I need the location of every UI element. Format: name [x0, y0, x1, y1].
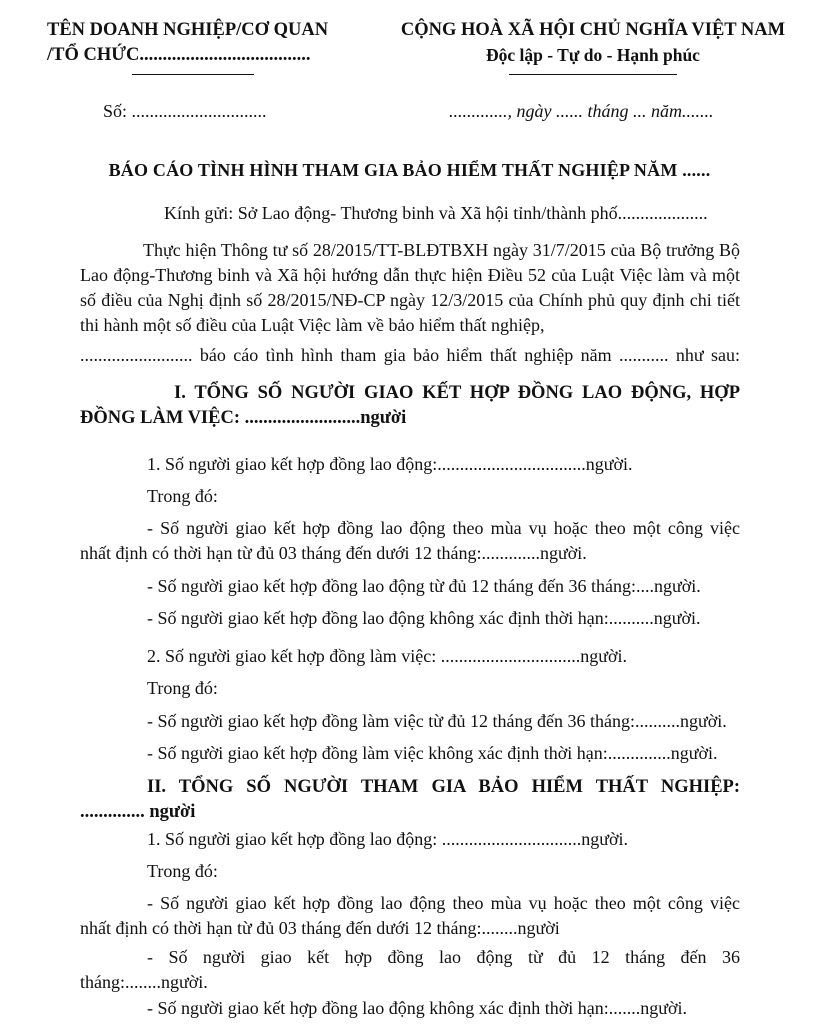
section-1-item-1a-line1: - Số người giao kết hợp đồng lao động theo mùa vụ hoặc theo một công việc: [147, 518, 740, 538]
organization-name: TÊN DOANH NGHIỆP/CƠ QUAN: [47, 20, 329, 40]
organization-underline: [132, 74, 254, 75]
section-2-heading: [80, 775, 740, 825]
section-2-heading-line1: II. TỔNG SỐ NGƯỜI THAM GIA BẢO HIỂM THẤT NGHIỆP:: [147, 777, 740, 797]
section-1-item-2a: - Số người giao kết hợp đồng làm việc từ đủ 12 tháng đến 36 tháng:..........người.: [147, 711, 727, 731]
organization-block: [47, 18, 347, 68]
section-1-heading-line1: I. TỔNG SỐ NGƯỜI GIAO KẾT HỢP ĐỒNG LAO ĐỘNG, HỢP: [174, 383, 740, 403]
intro-last-line: ......................... báo cáo tình hình tham gia bảo hiểm thất nghiệp năm ........... như sau:: [80, 345, 740, 365]
section-2-item-1a-line2: nhất định có thời hạn từ đủ 03 tháng đến dưới 12 tháng:........người: [80, 918, 560, 938]
section-2-item-1c: - Số người giao kết hợp đồng lao động không xác định thời hạn:.......người.: [147, 998, 688, 1018]
section-1-item-2: 2. Số người giao kết hợp đồng làm việc: ...............................người.: [147, 646, 628, 666]
organization-name-continued: /TỔ CHỨC.....................................: [47, 45, 311, 65]
national-header: [383, 18, 803, 68]
country-name: CỘNG HOÀ XÃ HỘI CHỦ NGHĨA VIỆT NAM: [400, 20, 786, 40]
section-2-item-1: 1. Số người giao kết hợp đồng lao động: ...............................người.: [147, 829, 629, 849]
section-1-in-which-1: Trong đó:: [147, 486, 218, 506]
section-2-item-1b-line1: - Số người giao kết hợp đồng lao động từ đủ 12 tháng đến 36: [147, 947, 740, 967]
national-motto: Độc lập - Tự do - Hạnh phúc: [486, 45, 700, 65]
recipient-line: Kính gửi: Sở Lao động- Thương binh và Xã hội tỉnh/thành phố....................: [164, 203, 708, 223]
section-2-in-which: Trong đó:: [147, 861, 218, 881]
section-1-item-1: 1. Số người giao kết hợp đồng lao động:.................................người.: [147, 454, 633, 474]
document-number: Số: ..............................: [103, 101, 267, 121]
section-1-heading: [80, 381, 740, 431]
section-1-item-2b: - Số người giao kết hợp đồng làm việc không xác định thời hạn:..............người.: [147, 743, 718, 763]
section-1-item-1b: - Số người giao kết hợp đồng lao động từ đủ 12 tháng đến 36 tháng:....người.: [147, 576, 701, 596]
motto-underline: [509, 74, 677, 75]
section-2-item-1a-line1: - Số người giao kết hợp đồng lao động theo mùa vụ hoặc theo một công việc: [147, 893, 740, 913]
section-1-in-which-2: Trong đó:: [147, 678, 218, 698]
section-2-item-1b-line2: tháng:........người.: [80, 972, 208, 992]
document-title: BÁO CÁO TÌNH HÌNH THAM GIA BẢO HIỂM THẤT NGHIỆP NĂM ......: [108, 160, 711, 180]
section-1-heading-line2: ĐỒNG LÀM VIỆC: .........................người: [80, 408, 407, 428]
section-1-item-1c: - Số người giao kết hợp đồng lao động không xác định thời hạn:..........người.: [147, 608, 701, 628]
document-date: ............., ngày ...... tháng ... năm.......: [449, 101, 714, 121]
section-2-heading-line2: .............. người: [80, 802, 196, 822]
intro-paragraph: Thực hiện Thông tư số 28/2015/TT-BLĐTBXH ngày 31/7/2015 của Bộ trưởng Bộ Lao động-Thương binh và Xã hội hướng dẫn thực hiện Điều 52 của Luật Việc làm và một số điều của Nghị định số 28/2015/NĐ-CP ngày 12/3/2015 của Chính phủ quy định chi tiết thi hành một số điều của Luật Việc làm về bảo hiểm thất nghiệp,: [80, 240, 740, 335]
section-1-item-1a-line2: nhất định có thời hạn từ đủ 03 tháng đến dưới 12 tháng:.............người.: [80, 543, 587, 563]
